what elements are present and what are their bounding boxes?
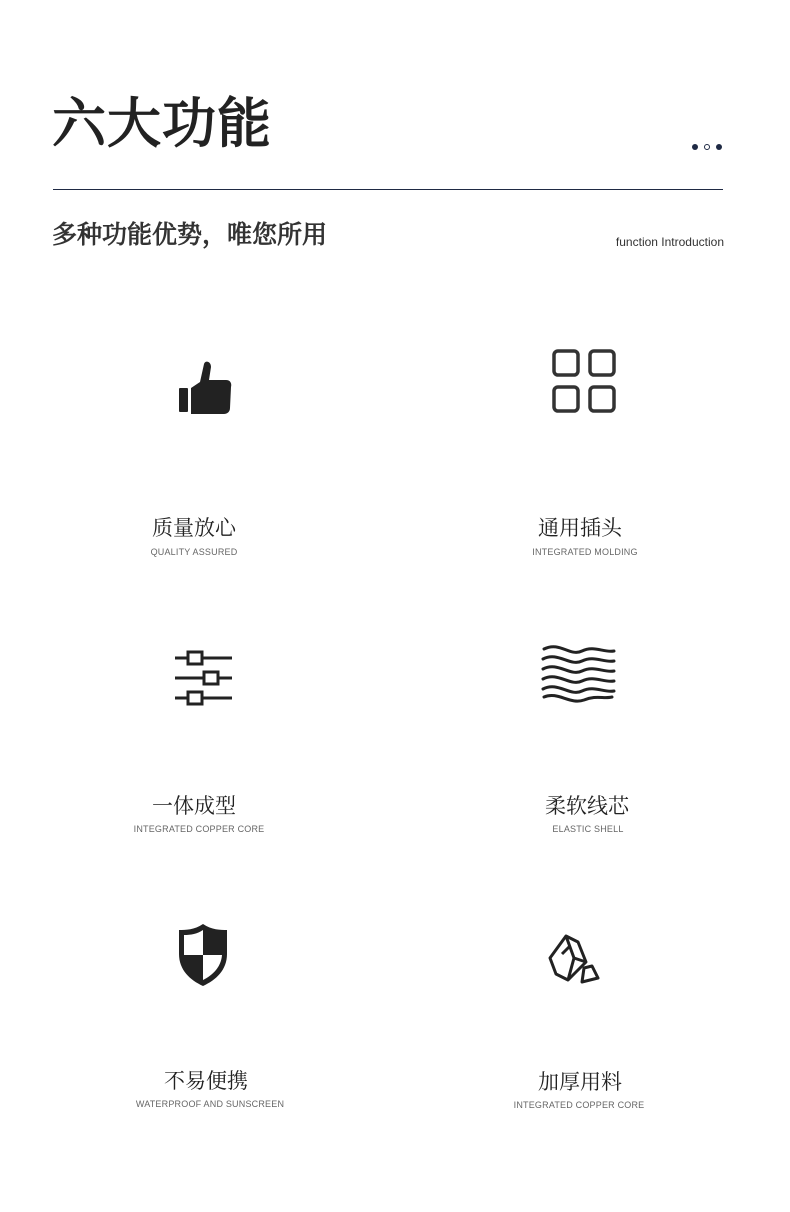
dot-hollow <box>704 144 710 150</box>
feature-sublabel: QUALITY ASSURED <box>150 547 238 557</box>
feature-sublabel: INTEGRATED COPPER CORE <box>513 1100 645 1110</box>
dot-filled <box>692 144 698 150</box>
feature-label: 柔软线芯 <box>545 794 629 818</box>
page-title: 六大功能 <box>52 92 272 155</box>
english-subtitle: function Introduction <box>615 235 724 249</box>
feature-sublabel: ELASTIC SHELL <box>552 824 624 834</box>
feature-label: 质量放心 <box>152 516 236 540</box>
shield-icon <box>176 922 230 988</box>
waves-icon <box>540 643 618 705</box>
feature-label: 一体成型 <box>152 794 236 818</box>
dot-filled <box>716 144 722 150</box>
header-divider <box>53 189 723 190</box>
feature-sublabel: INTEGRATED COPPER CORE <box>133 824 265 834</box>
feature-sublabel: WATERPROOF AND SUNSCREEN <box>135 1099 285 1109</box>
feature-sublabel: INTEGRATED MOLDING <box>532 547 638 557</box>
thumbs-up-icon <box>174 358 236 418</box>
feature-label: 加厚用料 <box>538 1070 622 1094</box>
ingots-icon <box>546 930 604 988</box>
feature-label: 通用插头 <box>538 516 622 540</box>
grid-icon <box>550 347 620 417</box>
sliders-icon <box>172 648 236 708</box>
section-subtitle: 多种功能优势，唯您所用 <box>52 220 328 249</box>
feature-label: 不易便携 <box>164 1069 248 1093</box>
